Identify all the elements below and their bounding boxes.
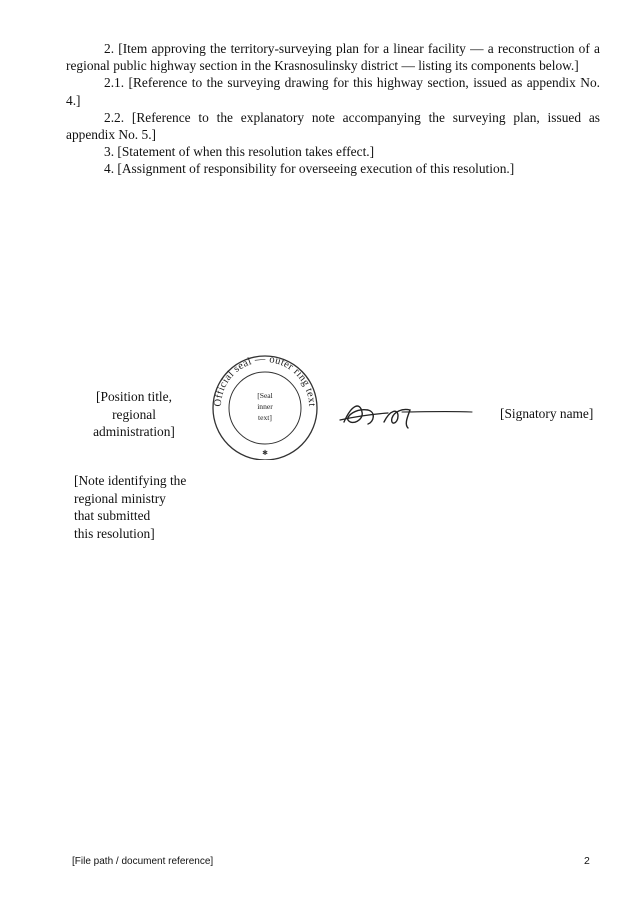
signature-block [0,352,640,462]
submitter-note [74,472,334,542]
official-seal [198,352,332,460]
signatory-position-line-2: regional administration] [93,406,175,439]
seal-inner-line-1: [Seal [257,391,273,400]
resolution-text [66,40,600,178]
handwritten-signature [338,398,478,434]
paragraph-item-2: 2. [Item approving the territory-surveying plan for a linear facility — a reconstruction of a regional public highway section in the Krasnosulinsky district — listing its components below.] [66,41,600,74]
paragraph-item-2-2: 2.2. [Reference to the explanatory note accompanying the surveying plan, issued as appendix No. 5.] [66,109,600,143]
seal-star-icon: ✱ [262,449,268,457]
paragraph-item-3: 3. [Statement of when this resolution takes effect.] [104,144,375,160]
submitter-line-4: this resolution] [74,525,155,541]
seal-outer-text: Official seal — outer ring text [212,353,318,407]
paragraph-item-2-1: 2.1. [Reference to the surveying drawing for this highway section, issued as appendix No. 4.] [66,75,600,108]
submitter-line-3: that submitted [74,508,151,523]
signatory-position-line-1: [Position title, [96,389,172,404]
signatory-name: [Signatory name] [500,406,594,421]
submitter-line-1: [Note identifying the [74,473,187,488]
seal-inner-line-3: text] [258,413,272,422]
page-number: 2 [584,855,590,867]
footer-file-path: [File path / document reference] [72,856,214,867]
seal-inner-line-2: inner [257,402,273,411]
signatory-position [70,388,198,441]
paragraph-item-4: 4. [Assignment of responsibility for overseeing execution of this resolution.] [104,161,515,177]
submitter-line-2: regional ministry [74,490,166,506]
